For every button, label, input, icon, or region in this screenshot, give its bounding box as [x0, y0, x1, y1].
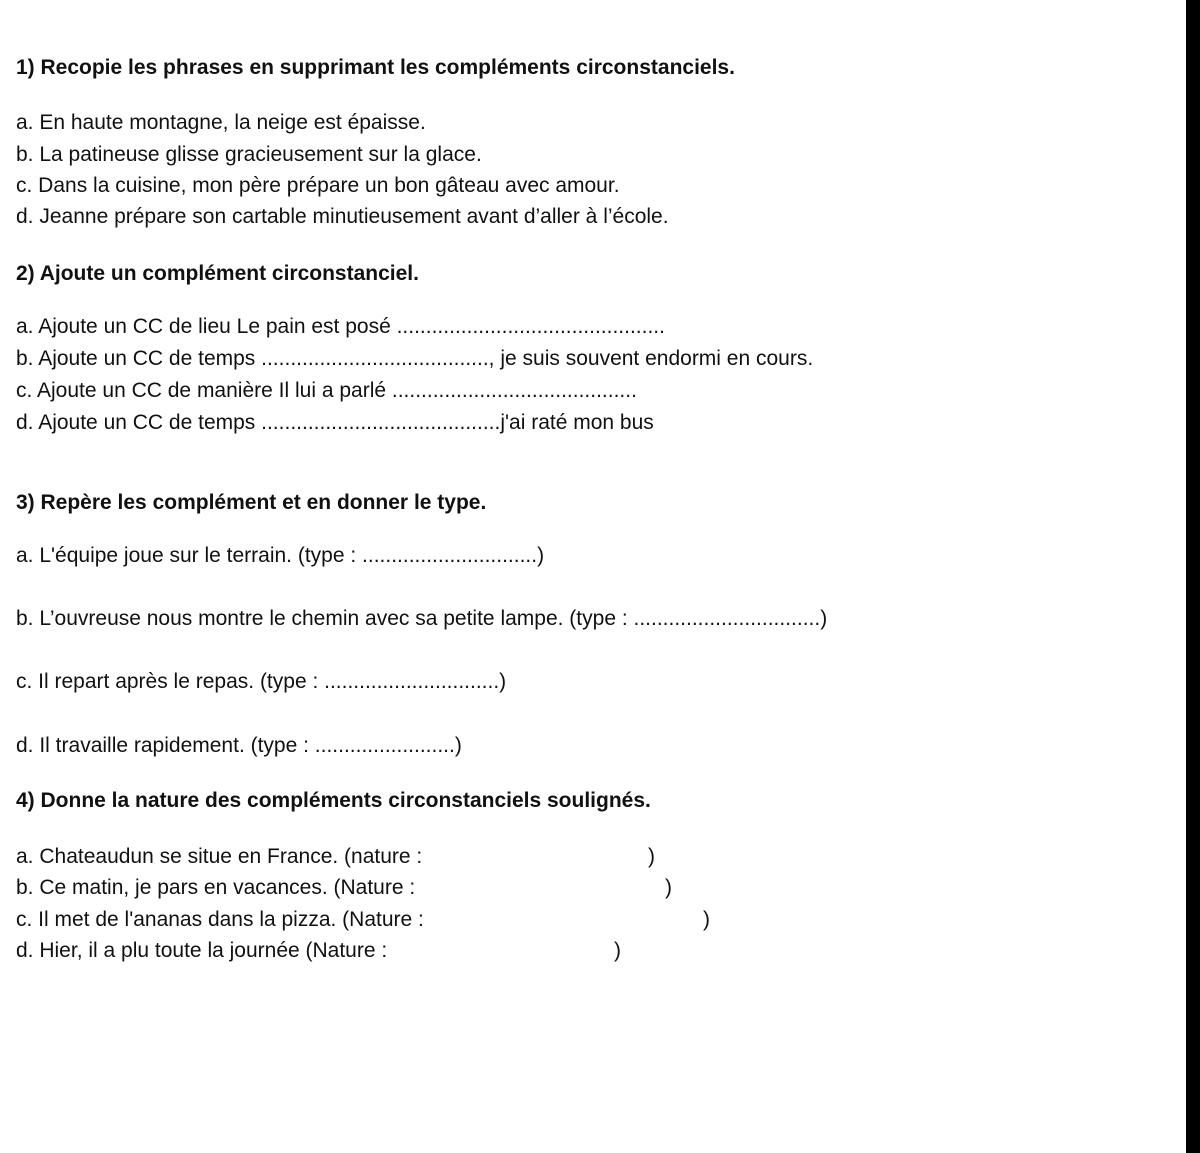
exercise-3-item-c: c. Il repart après le repas. (type : ..............................): [16, 670, 507, 693]
exercise-2-item-b: b. Ajoute un CC de temps ......................................., je suis souvent endormi en cours.: [16, 347, 814, 370]
exercise-1-item-c: c. Dans la cuisine, mon père prépare un bon gâteau avec amour.: [16, 174, 620, 197]
exercise-1-item-a: a. En haute montagne, la neige est épaisse.: [16, 111, 426, 134]
exercise-2-item-d: d. Ajoute un CC de temps .........................................j'ai raté mon bus: [16, 411, 654, 434]
exercise-4-item-a-paren: ): [648, 845, 655, 868]
exercise-1-item-d: d. Jeanne prépare son cartable minutieusement avant d’aller à l’école.: [16, 205, 669, 228]
exercise-1-heading: 1) Recopie les phrases en supprimant les compléments circonstanciels.: [16, 56, 735, 79]
exercise-4-heading: 4) Donne la nature des compléments circonstanciels soulignés.: [16, 789, 651, 812]
exercise-3-item-a: a. L'équipe joue sur le terrain. (type : ..............................): [16, 544, 545, 567]
exercise-3-heading: 3) Repère les complément et en donner le type.: [16, 491, 487, 514]
exercise-2-item-c: c. Ajoute un CC de manière Il lui a parlé ..........................................: [16, 379, 637, 402]
exercise-4-item-c-paren: ): [703, 908, 710, 931]
exercise-3-item-b: b. L’ouvreuse nous montre le chemin avec sa petite lampe. (type : ................................): [16, 607, 828, 630]
exercise-2-item-a: a. Ajoute un CC de lieu Le pain est posé ..............................................: [16, 315, 665, 338]
exercise-2-heading: 2) Ajoute un complément circonstanciel.: [16, 262, 419, 285]
exercise-4-item-c: c. Il met de l'ananas dans la pizza. (Nature :: [16, 908, 424, 931]
exercise-4-item-b-paren: ): [665, 876, 672, 899]
exercise-4-item-a: a. Chateaudun se situe en France. (nature :: [16, 845, 423, 868]
exercise-4-item-d-paren: ): [614, 939, 621, 962]
exercise-4-item-b: b. Ce matin, je pars en vacances. (Nature :: [16, 876, 416, 899]
exercise-3-item-d: d. Il travaille rapidement. (type : ........................): [16, 734, 462, 757]
exercise-4-item-d: d. Hier, il a plu toute la journée (Nature :: [16, 939, 388, 962]
exercise-1-item-b: b. La patineuse glisse gracieusement sur la glace.: [16, 143, 482, 166]
